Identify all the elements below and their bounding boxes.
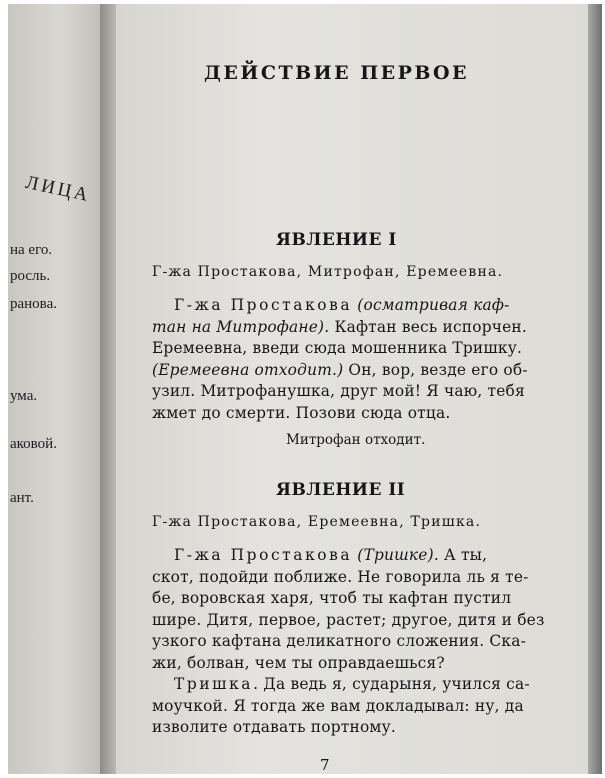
page-edge (588, 4, 602, 774)
scene-1-cast: Г-жа Простакова, Митрофан, Еремеевна. (152, 264, 504, 280)
dialogue-line: узил. Митрофанушка, друг мой! Я чаю, тебя (152, 382, 525, 400)
left-page-text: ума. (10, 388, 38, 404)
dialogue-line: (Еремеевна отходит.) Он, вор, везде его об- (152, 360, 528, 379)
left-page (8, 4, 106, 774)
scene-2-title: ЯВЛЕНИЕ II (276, 480, 406, 500)
act-title: ДЕЙСТВИЕ ПЕРВОЕ (204, 62, 469, 84)
dialogue-line: узкого кафтана деликатного сложения. Ска- (152, 632, 526, 650)
dialogue-line: Г-жа Простакова (Тришке). А ты, (174, 546, 488, 564)
dialogue-line: тан на Митрофане). Кафтан весь испорчен. (152, 317, 527, 336)
dialogue-line: моучкой. Я тогда же вам докладывал: ну, да (152, 696, 524, 715)
dialogue-line: жи, болван, чем ты оправдаешься? (152, 653, 445, 672)
scene-1-title: ЯВЛЕНИЕ I (276, 230, 397, 250)
right-page (116, 4, 602, 774)
left-page-text: ранова. (10, 296, 57, 312)
page-number: 7 (320, 756, 330, 774)
dialogue-line: изволите отдавать портному. (152, 718, 396, 736)
dialogue-line: жмет до смерти. Позови сюда отца. (152, 403, 451, 422)
dialogue-line: шире. Дитя, первое, растет; другое, дитя и без (152, 610, 545, 629)
dialogue-line: бе, воровская харя, чтоб ты кафтан пустил (152, 589, 512, 607)
left-page-heading: ЛИЦА (23, 172, 93, 207)
scene-2-cast: Г-жа Простакова, Еремеевна, Тришка. (152, 514, 482, 530)
left-page-text: росль. (10, 268, 51, 284)
dialogue-line: Г-жа Простакова (осматривая каф- (174, 296, 510, 314)
dialogue-line: скот, подойди поближе. Не говорила ль я те- (152, 567, 529, 586)
dialogue-line: Еремеевна, введи сюда мошенника Тришку. (152, 339, 523, 357)
left-page-text: на его. (10, 242, 53, 258)
left-page-text: ант. (10, 490, 34, 506)
dialogue-line: Тришка. Да ведь я, сударыня, учился са- (174, 675, 530, 693)
stage-direction: Митрофан отходит. (286, 432, 426, 448)
book-photo (8, 4, 602, 774)
left-page-text: аковой. (10, 436, 57, 452)
